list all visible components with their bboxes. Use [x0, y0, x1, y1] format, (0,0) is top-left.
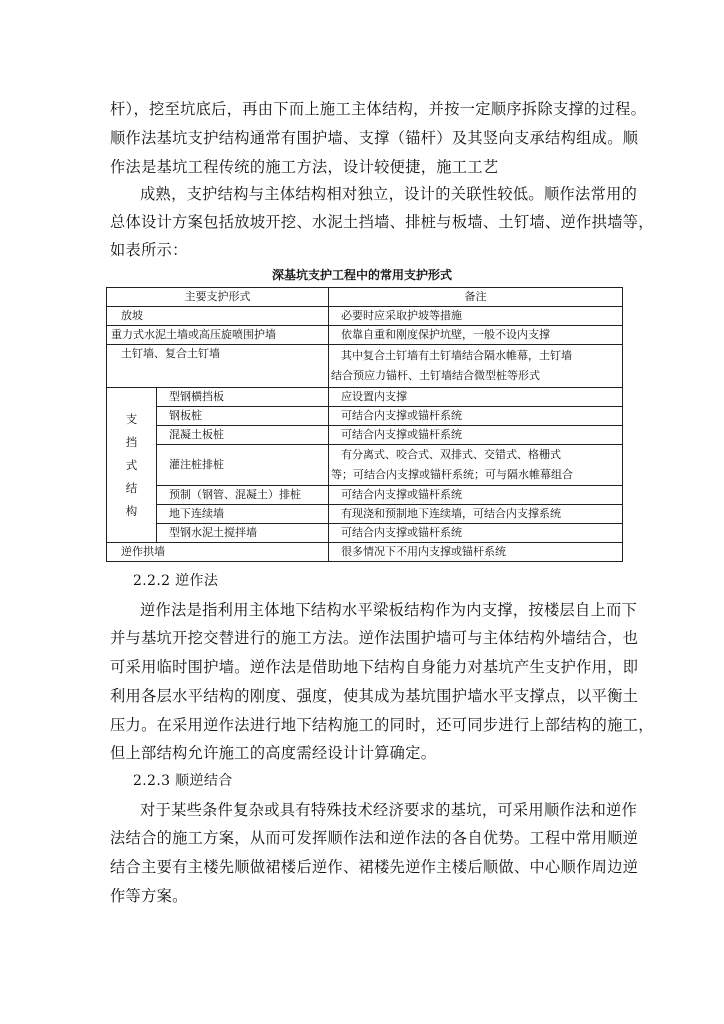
- paragraph-line: 作法是基坑工程传统的施工方法，设计较便捷，施工工艺: [110, 158, 499, 176]
- form-cell: 钢板桩: [157, 407, 329, 426]
- paragraph-line: 压力。在采用逆作法进行地下结构施工的同时，还可同步进行上部结构的施工，: [110, 716, 654, 734]
- note-cell: 应设置内支撑: [329, 388, 623, 407]
- header-form: 主要支护形式: [107, 288, 329, 307]
- table-caption: 深基坑支护工程中的常用支护形式: [271, 268, 452, 282]
- note-cell: 可结合内支撑或锚杆系统: [329, 426, 623, 445]
- note-cell: [329, 445, 623, 486]
- paragraph-line: 作等方案。: [110, 887, 188, 905]
- support-forms-table: [106, 287, 623, 562]
- section-heading: 2.2.2 逆作法: [133, 573, 219, 589]
- table-row: [107, 388, 623, 407]
- note-line: 等；可结合内支撑或锚杆系统；可与隔水帷幕组合: [331, 468, 573, 481]
- form-cell: 预制（钢管、混凝土）排桩: [157, 486, 329, 505]
- form-cell: 逆作拱墙: [107, 543, 329, 562]
- paragraph-line: 利用各层水平结构的刚度、强度，使其成为基坑围护墙水平支撑点，以平衡土: [110, 687, 639, 705]
- note-cell: 依靠自重和刚度保护坑壁，一般不设内支撑: [329, 326, 623, 345]
- table-row: [107, 426, 623, 445]
- note-cell: 可结合内支撑或锚杆系统: [329, 524, 623, 543]
- table-row: [107, 524, 623, 543]
- note-cell: 很多情况下不用内支撑或锚杆系统: [329, 543, 623, 562]
- paragraph-line: 对于某些条件复杂或具有特殊技术经济要求的基坑，可采用顺作法和逆作: [140, 801, 638, 819]
- note-line: 其中复合土钉墙有土钉墙结合隔水帷幕，土钉墙: [341, 349, 572, 362]
- table-row: [107, 345, 623, 388]
- form-cell: 型钢横挡板: [157, 388, 329, 407]
- note-line: 有分离式、咬合式、双排式、交错式、格栅式: [341, 448, 561, 461]
- note-cell: 有现浇和预制地下连续墙，可结合内支撑系统: [329, 505, 623, 524]
- note-cell: 可结合内支撑或锚杆系统: [329, 486, 623, 505]
- section-heading: 2.2.3 顺逆结合: [133, 773, 233, 789]
- note-cell: 可结合内支撑或锚杆系统: [329, 407, 623, 426]
- form-cell: 重力式水泥土墙或高压旋喷围护墙: [107, 326, 329, 345]
- form-cell: 灌注桩排桩: [157, 445, 329, 486]
- table-row: [107, 505, 623, 524]
- paragraph-line: 杆），挖至坑底后，再由下而上施工主体结构，并按一定顺序拆除支撑的过程。: [110, 100, 647, 118]
- paragraph-line: 如表所示：: [110, 241, 188, 259]
- form-cell: 放坡: [107, 307, 329, 326]
- table-header-row: [107, 288, 623, 307]
- form-cell: 土钉墙、复合土钉墙: [107, 345, 329, 388]
- note-cell: [329, 345, 623, 388]
- table-row: [107, 543, 623, 562]
- paragraph-line: 并与基坑开挖交替进行的施工方法。逆作法围护墙可与主体结构外墙结合，也: [110, 629, 639, 647]
- table-row: [107, 307, 623, 326]
- paragraph-line: 法结合的施工方案，从而可发挥顺作法和逆作法的各自优势。工程中常用顺逆: [110, 829, 639, 847]
- paragraph-line: 总体设计方案包括放坡开挖、水泥土挡墙、排桩与板墙、土钉墙、逆作拱墙等，: [110, 213, 654, 231]
- group-label: 支挡式结构: [125, 411, 138, 518]
- paragraph-line: 顺作法基坑支护结构通常有围护墙、支撑（锚杆）及其竖向支承结构组成。顺: [110, 129, 639, 147]
- group-label-cell: [107, 388, 157, 543]
- form-cell: 混凝土板桩: [157, 426, 329, 445]
- table-row: [107, 407, 623, 426]
- header-note: 备注: [329, 288, 623, 307]
- table-row: [107, 486, 623, 505]
- form-cell: 地下连续墙: [157, 505, 329, 524]
- paragraph-line: 逆作法是指利用主体地下结构水平梁板结构作为内支撑，按楼层自上而下: [140, 601, 638, 619]
- table-row: [107, 445, 623, 486]
- note-line: 结合预应力锚杆、土钉墙结合微型桩等形式: [331, 369, 540, 382]
- paragraph-line: 结合主要有主楼先顺做裙楼后逆作、裙楼先逆作主楼后顺做、中心顺作周边逆: [110, 858, 639, 876]
- note-cell: 必要时应采取护坡等措施: [329, 307, 623, 326]
- form-cell: 型钢水泥土搅拌墙: [157, 524, 329, 543]
- paragraph-line: 成熟，支护结构与主体结构相对独立，设计的关联性较低。顺作法常用的: [140, 185, 638, 203]
- paragraph-line: 但上部结构允许施工的高度需经设计计算确定。: [110, 744, 437, 762]
- table-row: [107, 326, 623, 345]
- paragraph-line: 可采用临时围护墙。逆作法是借助地下结构自身能力对基坑产生支护作用，即: [110, 658, 639, 676]
